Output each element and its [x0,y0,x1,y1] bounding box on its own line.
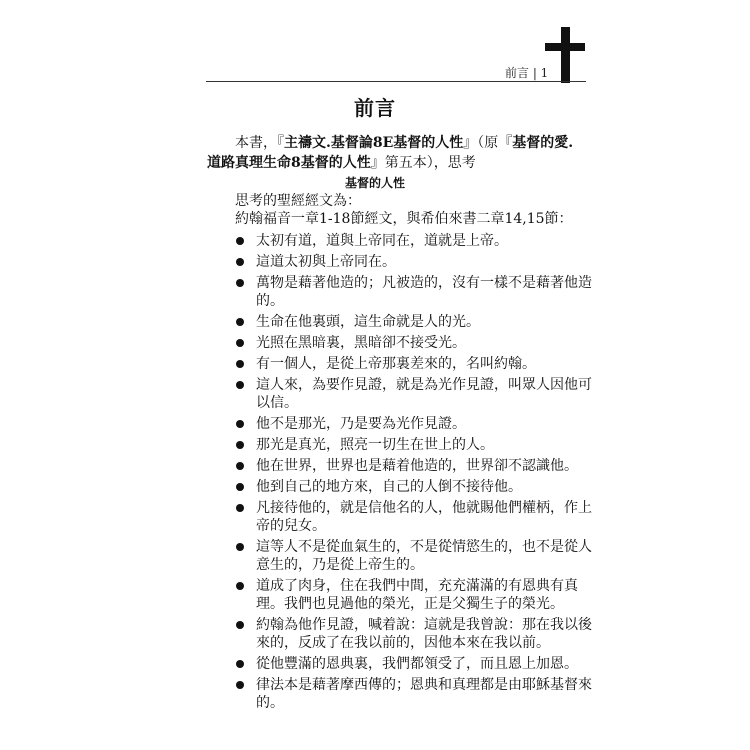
intro-text-1: 本書，『 [235,135,284,151]
verse-text: 他到自己的地方來，自己的人倒不接待他。 [256,479,522,495]
book-title-current: 主禱文.基督論8E基督的人性 [284,135,464,151]
verse-item [236,499,596,535]
verse-text: 律法本是藉著摩西傳的；恩典和真理都是由耶穌基督來的。 [256,677,592,711]
bullet-icon [236,543,244,551]
verse-text: 這等人不是從血氣生的，不是從情慾生的，也不是從人意生的，乃是從上帝生的。 [256,539,592,573]
verse-item [236,478,596,496]
verse-item [236,436,596,454]
verse-item [236,253,596,271]
bullet-icon [236,681,244,689]
verse-text: 從他豐滿的恩典裏，我們都領受了，而且恩上加恩。 [256,656,578,672]
verse-text: 太初有道，道與上帝同在，道就是上帝。 [256,233,508,249]
verse-item [236,274,596,310]
bullet-icon [236,621,244,629]
bullet-icon [236,483,244,491]
verse-text: 那光是真光，照亮一切生在世上的人。 [256,437,494,453]
verse-item [236,457,596,475]
verse-item [236,415,596,433]
verse-item [236,616,596,652]
verse-item [236,334,596,352]
verse-text: 道成了肉身，住在我們中間，充充滿滿的有恩典有真理。我們也見過他的榮光，正是父獨生子的榮光。 [256,578,578,612]
verse-text: 他在世界，世界也是藉着他造的，世界卻不認識他。 [256,458,578,474]
verse-item [236,355,596,373]
cross-icon [545,27,585,87]
verse-text: 這道太初與上帝同在。 [256,254,396,270]
bullet-icon [236,258,244,266]
verse-item [236,676,596,712]
bullet-icon [236,279,244,287]
lead-line: 思考的聖經經文為： [235,193,361,209]
verse-item [236,577,596,613]
bullet-icon [236,462,244,470]
verse-text: 凡接待他的，就是信他名的人，他就賜他們權柄，作上帝的兒女。 [256,500,592,534]
verse-item [236,538,596,574]
bullet-icon [236,237,244,245]
bullet-icon [236,339,244,347]
intro-text-2: 』（原『 [463,135,513,151]
lead-line: 約翰福音一章1-18節經文，與希伯來書二章14,15節： [235,211,573,227]
verse-text: 有一個人，是從上帝那裏差來的，名叫約翰。 [256,356,536,372]
section-subtitle: 基督的人性 [344,176,405,190]
bullet-icon [236,660,244,668]
verse-list [236,232,596,715]
bullet-icon [236,582,244,590]
verse-item [236,655,596,673]
bullet-icon [236,318,244,326]
page-title: 前言 [354,96,396,120]
scripture-intro [235,192,595,228]
verse-text: 約翰為他作見證，喊着說：這就是我曾說：那在我以後來的，反成了在我以前的，因他本來在我以前。 [256,617,592,651]
bullet-icon [236,381,244,389]
verse-text: 他不是那光，乃是要為光作見證。 [256,416,466,432]
bullet-icon [236,441,244,449]
verse-item [236,232,596,250]
header-rule [206,81,586,82]
bullet-icon [236,420,244,428]
bullet-icon [236,360,244,368]
verse-text: 光照在黑暗裏，黑暗卻不接受光。 [256,335,466,351]
verse-item [236,376,596,412]
verse-text: 生命在他裏頭，這生命就是人的光。 [256,314,480,330]
verse-text: 這人來，為要作見證，就是為光作見證，叫眾人因他可以信。 [256,377,592,411]
intro-text-3: 』第五本），思考 [370,155,476,171]
running-header: 前言 | 1 [505,66,549,80]
verse-item [236,313,596,331]
book-title-original: 基督的愛.道路真理生命8基督的人性 [207,135,574,171]
intro-paragraph [207,133,587,173]
verse-text: 萬物是藉著他造的；凡被造的，沒有一樣不是藉著他造的。 [256,275,592,309]
bullet-icon [236,504,244,512]
